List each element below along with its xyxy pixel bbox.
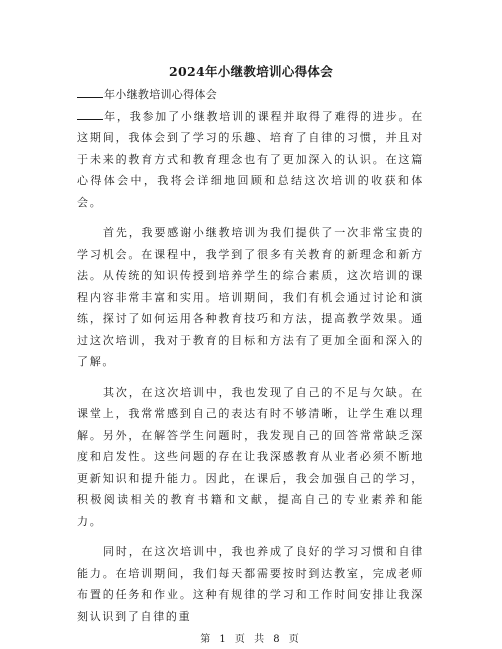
paragraph-first: 首先，我要感谢小继教培训为我们提供了一次非常宝贵的学习机会。在课程中，我学到了很多有关教育的新理念和新方法。从传统的知识传授到培养学生的综合素质，这次培训的课程内容非常丰富和实用。培训期间，我们有机会通过讨论和演练，探讨了如何运用各种教育技巧和方法，提高教学效果。通过这次培训，我对于教育的目标和方法有了更加全面和深入的了解。 [77,226,424,368]
document-subtitle [77,84,424,106]
paragraph-text: 年，我参加了小继教培训的课程并取得了难得的进步。在这期间，我体会到了学习的乐趣、培育了自律的习惯，并且对于未来的教育方式和教育理念也有了更加深入的认识。在这篇心得体会中，我将会详细地回顾和总结这次培训的收获和体会。 [77,109,424,209]
paragraph-intro [77,106,424,214]
paragraph-second: 其次，在这次培训中，我也发现了自己的不足与欠缺。在课堂上，我常常感到自己的表达有时不够清晰，让学生难以理解。另外，在解答学生问题时，我发现自己的回答常常缺乏深度和启发性。这些问题的存在让我深感教育从业者必须不断地更新知识和提升能力。因此，在课后，我会加强自己的学习，积极阅读相关的教育书籍和文献，提高自己的专业素养和能力。 [77,385,424,528]
year-blank [77,87,103,98]
paragraph-third: 同时，在这次培训中，我也养成了良好的学习习惯和自律能力。在培训期间，我们每天都需要按时到达教室，完成老师布置的任务和作业。这种有规律的学习和工作时间安排让我深刻认识到了自律的重 [77,545,424,623]
document-title: 2024年小继教培训心得体会 [169,64,333,79]
page-footer: 第 1 页 共 8 页 [200,634,302,645]
document-body [77,84,424,636]
year-blank [77,109,103,120]
subtitle-text: 年小继教培训心得体会 [104,88,217,101]
